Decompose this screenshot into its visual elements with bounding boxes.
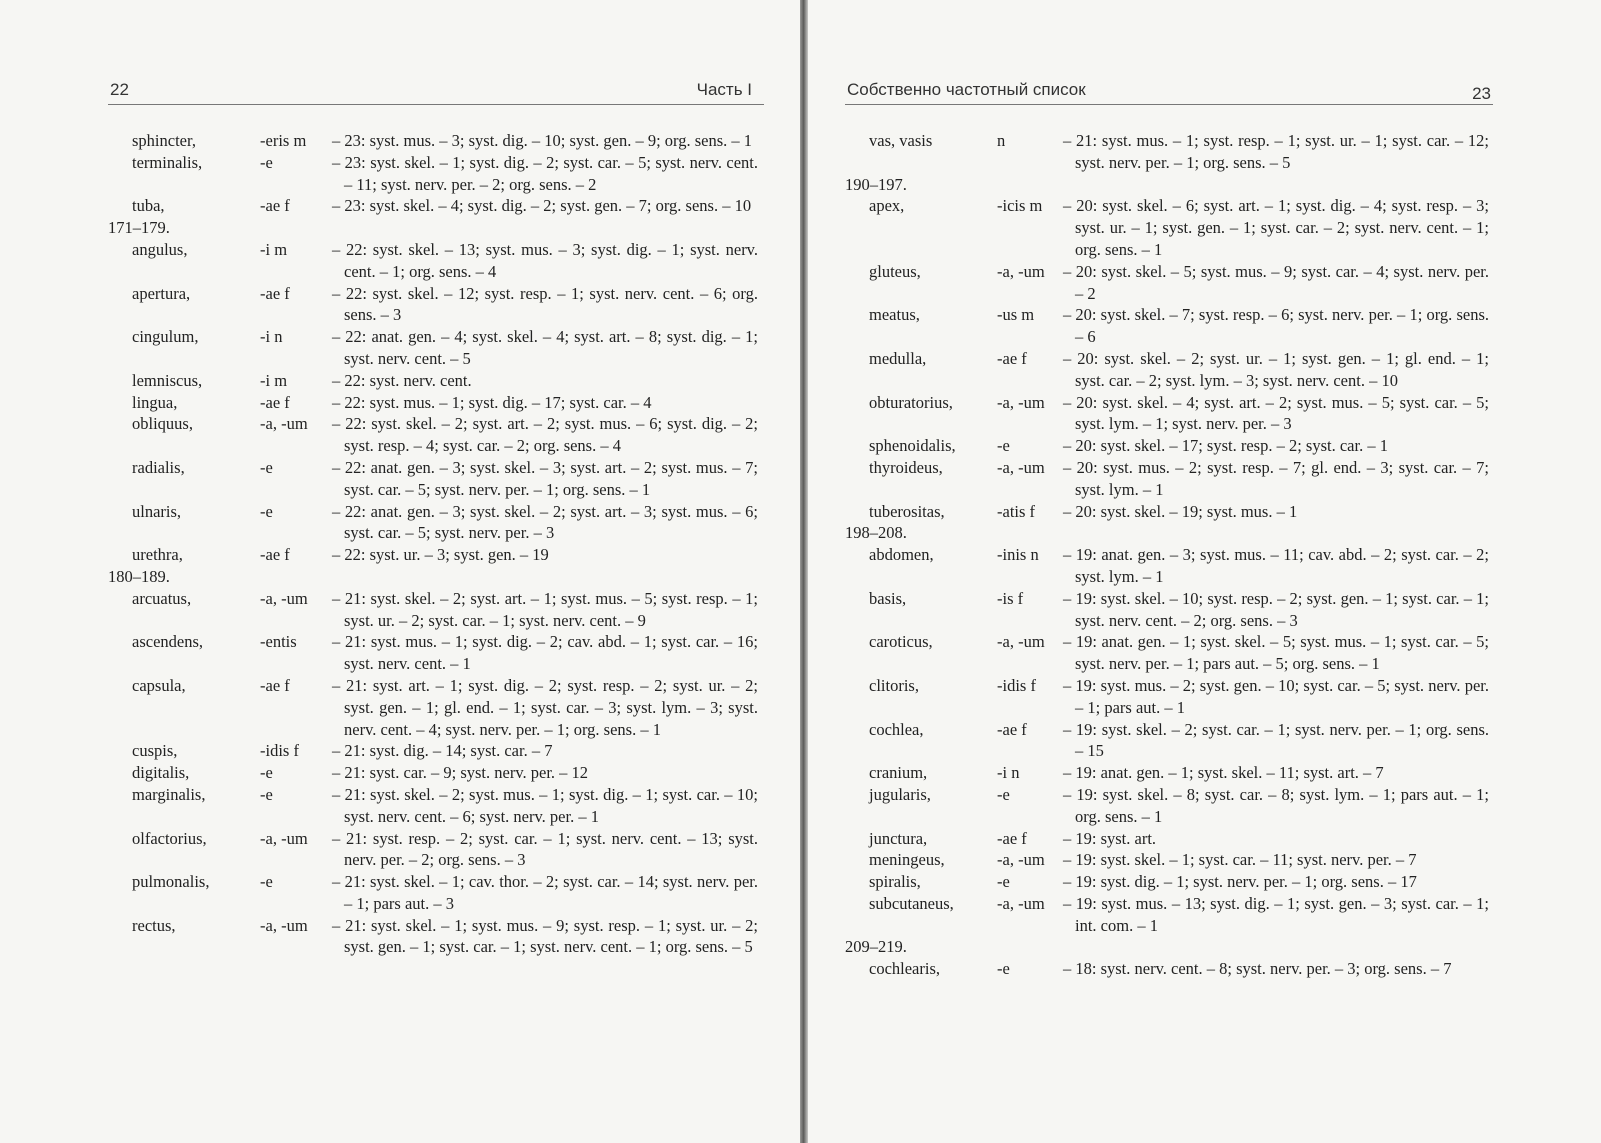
entry-frequency: – 22: syst. skel. – 13; syst. mus. – 3; syst. dig. – 1; syst. nerv. cent. – 1; org. sens. – 4 (332, 239, 758, 281)
entry-ending: -a, -um (260, 588, 308, 608)
dictionary-entry (845, 631, 1497, 675)
entry-frequency: – 19: anat. gen. – 1; syst. skel. – 11; syst. art. – 7 (1063, 763, 1384, 783)
entry-ending: -e (260, 784, 273, 804)
dictionary-entry (845, 195, 1497, 260)
dictionary-entry (845, 435, 1497, 457)
entry-frequency: – 20: syst. skel. – 19; syst. mus. – 1 (1063, 501, 1298, 521)
right-page-number: 23 (1472, 84, 1491, 103)
entry-ending: -ae f (260, 545, 290, 565)
entry-word: caroticus, (869, 632, 933, 652)
entry-ending: -a, -um (260, 915, 308, 935)
entry-word: abdomen, (869, 545, 934, 565)
frequency-range-heading: 198–208. (845, 523, 907, 543)
entry-frequency: – 21: syst. dig. – 14; syst. car. – 7 (332, 741, 553, 761)
entry-word: sphenoidalis, (869, 436, 956, 456)
entry-word: gluteus, (869, 261, 921, 281)
entry-ending: -e (997, 959, 1010, 979)
entry-word: cuspis, (132, 741, 178, 761)
entry-word: medulla, (869, 348, 927, 368)
right-running-title: Собственно частотный список (847, 80, 1086, 99)
entry-frequency: – 20: syst. skel. – 5; syst. mus. – 9; syst. car. – 4; syst. nerv. per. – 2 (1063, 261, 1489, 303)
dictionary-entry (108, 392, 768, 414)
entry-ending: n (997, 131, 1006, 150)
dictionary-entry (845, 261, 1497, 305)
entry-word: vas, vasis (869, 131, 933, 150)
entry-ending: -entis (260, 632, 297, 652)
frequency-range-heading: 209–219. (845, 937, 907, 957)
entry-frequency: – 21: syst. mus. – 1; syst. resp. – 1; syst. ur. – 1; syst. car. – 12; syst. nerv. per. – 1; org. sens. – 5 (1063, 131, 1489, 172)
entry-ending: -a, -um (997, 893, 1045, 913)
dictionary-entry (845, 130, 1497, 174)
entry-word: pulmonalis, (132, 872, 210, 892)
entry-frequency: – 20: syst. skel. – 7; syst. resp. – 6; syst. nerv. per. – 1; org. sens. – 6 (1063, 305, 1489, 347)
entry-ending: -a, -um (260, 828, 308, 848)
book-gutter (800, 0, 808, 1143)
entry-word: terminalis, (132, 152, 203, 172)
entry-frequency: – 20: syst. skel. – 17; syst. resp. – 2; syst. car. – 1 (1063, 436, 1388, 456)
dictionary-entry (845, 675, 1497, 719)
entry-frequency: – 19: syst. mus. – 13; syst. dig. – 1; syst. gen. – 3; syst. car. – 1; int. com. – 1 (1063, 893, 1489, 935)
entry-ending: -e (997, 436, 1010, 456)
entry-frequency: – 22: syst. nerv. cent. (332, 370, 472, 390)
entry-frequency: – 21: syst. car. – 9; syst. nerv. per. – 12 (332, 763, 589, 783)
entry-frequency: – 20: syst. skel. – 2; syst. ur. – 1; syst. gen. – 1; gl. end. – 1; syst. car. – 2; syst. lym. – 3; syst. nerv. cent. – 10 (1063, 348, 1489, 390)
entry-ending: -e (260, 152, 273, 172)
entry-ending: -inis n (997, 545, 1039, 565)
entry-ending: -ae f (260, 675, 290, 695)
left-page-number: 22 (110, 80, 129, 99)
entry-frequency: – 21: syst. mus. – 1; syst. dig. – 2; cav. abd. – 1; syst. car. – 16; syst. nerv. cent. – 1 (332, 632, 758, 674)
entry-frequency: – 22: syst. skel. – 2; syst. art. – 2; syst. mus. – 6; syst. dig. – 2; syst. resp. – 4; syst. car. – 2; org. sens. – 4 (332, 414, 758, 456)
entry-ending: -idis f (997, 675, 1036, 695)
entry-word: cochlearis, (869, 959, 941, 979)
entry-frequency: – 19: syst. art. (1063, 828, 1157, 848)
entry-word: capsula, (132, 675, 186, 695)
entry-ending: -us m (997, 305, 1035, 325)
entry-frequency: – 19: anat. gen. – 1; syst. skel. – 5; syst. mus. – 1; syst. car. – 5; syst. nerv. per. – 1; pars aut. – 5; org. sens. – 1 (1063, 632, 1489, 674)
dictionary-entry (108, 501, 768, 545)
entry-word: jugularis, (869, 784, 931, 804)
entry-word: lemniscus, (132, 370, 203, 390)
entry-word: urethra, (132, 545, 183, 565)
entry-word: clitoris, (869, 675, 919, 695)
entry-word: cingulum, (132, 327, 199, 347)
entry-frequency: – 19: syst. skel. – 1; syst. car. – 11; syst. nerv. per. – 7 (1063, 850, 1417, 870)
entry-ending: -a, -um (997, 632, 1045, 652)
dictionary-entry (108, 740, 768, 762)
dictionary-entry (108, 130, 768, 152)
dictionary-entry (108, 152, 768, 196)
left-running-head (108, 78, 764, 105)
entry-word: angulus, (132, 239, 188, 259)
entry-word: sphincter, (132, 131, 196, 150)
entry-ending: -ae f (260, 392, 290, 412)
entry-word: apertura, (132, 283, 191, 303)
entry-frequency: – 19: syst. mus. – 2; syst. gen. – 10; syst. car. – 5; syst. nerv. per. – 1; pars aut. – 1 (1063, 675, 1489, 717)
entry-frequency: – 23: syst. skel. – 4; syst. dig. – 2; syst. gen. – 7; org. sens. – 10 (332, 196, 752, 216)
left-entry-list (108, 130, 768, 958)
dictionary-entry (108, 195, 768, 217)
entry-word: rectus, (132, 915, 176, 935)
entry-frequency: – 19: syst. skel. – 2; syst. car. – 1; syst. nerv. per. – 1; org. sens. – 15 (1063, 719, 1489, 761)
entry-frequency: – 19: syst. dig. – 1; syst. nerv. per. – 1; org. sens. – 17 (1063, 872, 1417, 892)
frequency-range-heading: 171–179. (108, 218, 170, 238)
entry-frequency: – 21: syst. skel. – 1; cav. thor. – 2; syst. car. – 14; syst. nerv. per. – 1; pars aut. – 3 (332, 872, 758, 913)
entry-ending: -e (260, 872, 273, 892)
dictionary-entry (108, 326, 768, 370)
entry-word: lingua, (132, 392, 178, 412)
entry-frequency: – 23: syst. mus. – 3; syst. dig. – 10; syst. gen. – 9; org. sens. – 1 (332, 131, 753, 150)
entry-ending: -a, -um (260, 414, 308, 434)
right-running-head (845, 78, 1493, 105)
dictionary-entry (108, 915, 768, 959)
dictionary-entry (845, 457, 1497, 501)
entry-frequency: – 22: anat. gen. – 3; syst. skel. – 2; syst. art. – 3; syst. mus. – 6; syst. car. – 5; syst. nerv. per. – 3 (332, 501, 758, 543)
entry-word: meningeus, (869, 850, 945, 870)
dictionary-entry (108, 631, 768, 675)
entry-frequency: – 22: anat. gen. – 3; syst. skel. – 3; syst. art. – 2; syst. mus. – 7; syst. car. – 5; syst. nerv. per. – 1; org. sens. – 1 (332, 457, 758, 499)
dictionary-entry (845, 304, 1497, 348)
dictionary-entry (108, 871, 768, 915)
left-page (0, 0, 800, 1143)
dictionary-entry (845, 501, 1497, 523)
entry-word: obturatorius, (869, 392, 953, 412)
entry-ending: -ae f (997, 719, 1027, 739)
entry-word: tuberositas, (869, 501, 945, 521)
entry-ending: -is f (997, 588, 1024, 608)
entry-frequency: – 22: syst. ur. – 3; syst. gen. – 19 (332, 545, 549, 565)
entry-ending: -a, -um (997, 392, 1045, 412)
entry-ending: -i n (260, 327, 283, 347)
entry-ending: -atis f (997, 501, 1036, 521)
entry-word: marginalis, (132, 784, 206, 804)
entry-frequency: – 18: syst. nerv. cent. – 8; syst. nerv. per. – 3; org. sens. – 7 (1063, 959, 1452, 979)
entry-ending: -ae f (260, 196, 290, 216)
dictionary-entry (845, 849, 1497, 871)
dictionary-entry (108, 370, 768, 392)
entry-ending: -ae f (997, 828, 1027, 848)
entry-ending: -a, -um (997, 457, 1045, 477)
frequency-range-heading: 180–189. (108, 566, 170, 586)
dictionary-entry (108, 457, 768, 501)
dictionary-entry (108, 828, 768, 872)
dictionary-entry (845, 893, 1497, 937)
dictionary-entry (108, 675, 768, 740)
frequency-range-heading: 190–197. (845, 174, 907, 194)
entry-frequency: – 21: syst. skel. – 1; syst. mus. – 9; syst. resp. – 1; syst. ur. – 2; syst. gen. – 1; syst. car. – 1; syst. nerv. cent. – 1; org. sens. – 5 (332, 915, 758, 957)
dictionary-entry (108, 413, 768, 457)
entry-word: apex, (869, 196, 905, 216)
entry-ending: -e (260, 501, 273, 521)
entry-word: radialis, (132, 457, 185, 477)
entry-frequency: – 22: syst. mus. – 1; syst. dig. – 17; syst. car. – 4 (332, 392, 652, 412)
dictionary-entry (845, 348, 1497, 392)
entry-word: meatus, (869, 305, 920, 325)
entry-frequency: – 19: syst. skel. – 8; syst. car. – 8; syst. lym. – 1; pars aut. – 1; org. sens. – 1 (1063, 784, 1489, 826)
entry-word: cranium, (869, 763, 928, 783)
left-running-title: Часть I (696, 80, 752, 99)
entry-ending: -i m (260, 370, 288, 390)
dictionary-entry (108, 762, 768, 784)
entry-ending: -idis f (260, 741, 299, 761)
entry-ending: -eris m (260, 131, 307, 150)
entry-word: ulnaris, (132, 501, 182, 521)
dictionary-entry (845, 828, 1497, 850)
dictionary-entry (845, 392, 1497, 436)
right-entry-list (845, 130, 1497, 980)
entry-word: thyroideus, (869, 457, 943, 477)
dictionary-entry (108, 544, 768, 566)
dictionary-entry (108, 784, 768, 828)
dictionary-entry (845, 958, 1497, 980)
entry-word: digitalis, (132, 763, 190, 783)
entry-frequency: – 20: syst. skel. – 4; syst. art. – 2; syst. mus. – 5; syst. car. – 5; syst. lym. – 1; syst. nerv. per. – 3 (1063, 392, 1489, 434)
entry-ending: -ae f (997, 348, 1027, 368)
entry-word: ascendens, (132, 632, 204, 652)
entry-frequency: – 20: syst. skel. – 6; syst. art. – 1; syst. dig. – 4; syst. resp. – 3; syst. ur. – 1; syst. gen. – 1; syst. car. – 2; syst. nerv. cent. – 1; org. sens. – 1 (1063, 196, 1489, 259)
entry-word: spiralis, (869, 872, 921, 892)
entry-ending: -a, -um (997, 261, 1045, 281)
entry-word: tuba, (132, 196, 165, 216)
entry-frequency: – 21: syst. resp. – 2; syst. car. – 1; syst. nerv. cent. – 13; syst. nerv. per. – 2; org. sens. – 3 (332, 828, 758, 870)
entry-frequency: – 23: syst. skel. – 1; syst. dig. – 2; syst. car. – 5; syst. nerv. cent. – 11; syst. nerv. per. – 2; org. sens. – 2 (332, 152, 758, 194)
entry-frequency: – 22: anat. gen. – 4; syst. skel. – 4; syst. art. – 8; syst. dig. – 1; syst. nerv. cent. – 5 (332, 327, 758, 368)
entry-ending: -i m (260, 239, 288, 259)
entry-frequency: – 22: syst. skel. – 12; syst. resp. – 1; syst. nerv. cent. – 6; org. sens. – 3 (332, 283, 758, 325)
entry-ending: -e (997, 784, 1010, 804)
entry-frequency: – 21: syst. skel. – 2; syst. art. – 1; syst. mus. – 5; syst. resp. – 1; syst. ur. – 2; syst. car. – 1; syst. nerv. cent. – 9 (332, 588, 758, 630)
dictionary-entry (845, 588, 1497, 632)
entry-frequency: – 20: syst. mus. – 2; syst. resp. – 7; gl. end. – 3; syst. car. – 7; syst. lym. – 1 (1063, 457, 1489, 499)
entry-ending: -icis m (997, 196, 1043, 216)
entry-ending: -a, -um (997, 850, 1045, 870)
entry-word: cochlea, (869, 719, 924, 739)
entry-word: olfactorius, (132, 828, 207, 848)
entry-ending: -e (260, 457, 273, 477)
entry-ending: -ae f (260, 283, 290, 303)
dictionary-entry (845, 719, 1497, 763)
dictionary-entry (845, 784, 1497, 828)
entry-word: subcutaneus, (869, 893, 954, 913)
dictionary-entry (845, 762, 1497, 784)
entry-word: junctura, (869, 828, 928, 848)
entry-frequency: – 21: syst. art. – 1; syst. dig. – 2; syst. resp. – 2; syst. ur. – 2; syst. gen. – 1; gl. end. – 1; syst. car. – 3; syst. lym. – 3; syst. nerv. cent. – 4; syst. nerv. per. – 1; org. sens. – 1 (332, 675, 758, 739)
entry-frequency: – 21: syst. skel. – 2; syst. mus. – 1; syst. dig. – 1; syst. car. – 10; syst. nerv. cent. – 6; syst. nerv. per. – 1 (332, 784, 758, 826)
dictionary-entry (108, 239, 768, 283)
right-page (808, 0, 1601, 1143)
entry-ending: -i n (997, 763, 1020, 783)
entry-ending: -e (260, 763, 273, 783)
entry-frequency: – 19: syst. skel. – 10; syst. resp. – 2; syst. gen. – 1; syst. car. – 1; syst. nerv. cent. – 2; org. sens. – 3 (1063, 588, 1489, 630)
dictionary-entry (845, 871, 1497, 893)
entry-word: obliquus, (132, 414, 193, 434)
dictionary-entry (108, 588, 768, 632)
dictionary-entry (108, 283, 768, 327)
dictionary-entry (845, 544, 1497, 588)
entry-ending: -e (997, 872, 1010, 892)
entry-word: basis, (869, 588, 907, 608)
entry-frequency: – 19: anat. gen. – 3; syst. mus. – 11; cav. abd. – 2; syst. car. – 2; syst. lym. – 1 (1063, 545, 1489, 586)
entry-word: arcuatus, (132, 588, 192, 608)
